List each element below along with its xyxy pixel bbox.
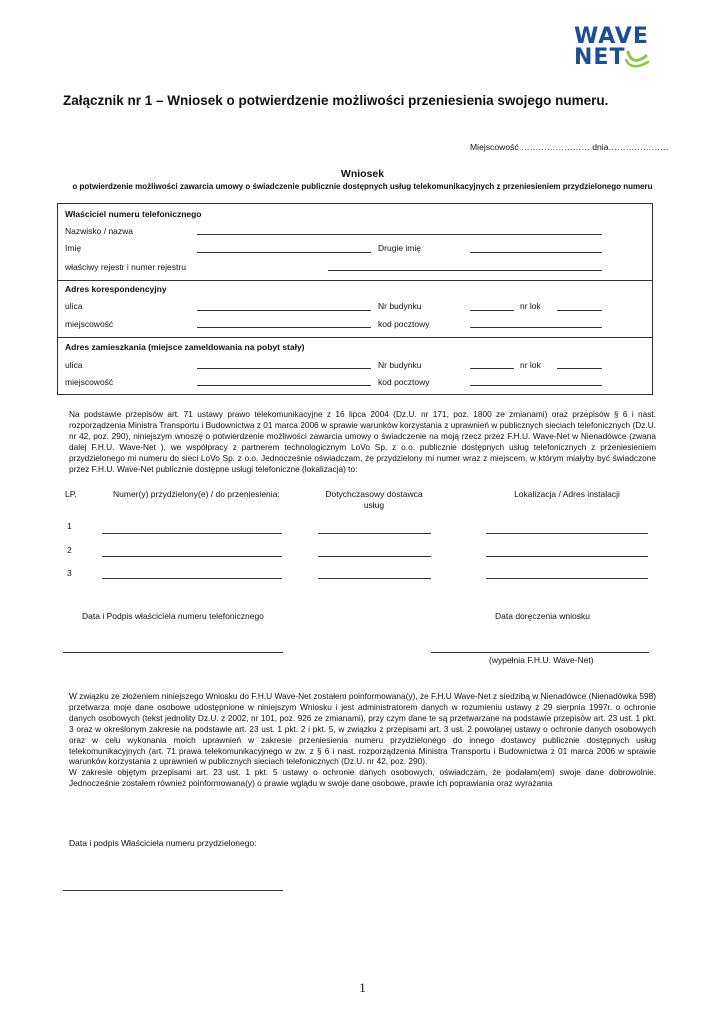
second-name-label: Drugie imię [378, 243, 421, 253]
filled-by-note: (wypełnia F.H.U. Wave-Net) [489, 655, 594, 665]
res-building-field[interactable] [470, 368, 514, 369]
place-date-field: Miejscowość …………………… dnia………………… [470, 142, 669, 152]
registry-label: właściwy rejestr i numer rejestru [65, 262, 186, 272]
number-field-1[interactable] [102, 533, 282, 534]
form-subtitle: o potwierdzenie możliwości zawarcia umowy o świadczenie publicznie dostępnych usług telekomunikacyjnych z przeniesieniem przydzielonego numeru [72, 182, 653, 191]
correspondence-heading: Adres korespondencyjny [65, 284, 167, 294]
provider-field-2[interactable] [318, 556, 431, 557]
owner-heading: Właściciel numeru telefonicznego [65, 209, 202, 219]
registry-field[interactable] [328, 270, 602, 271]
applicant-form-box [57, 203, 653, 395]
corr-building-field[interactable] [470, 310, 514, 311]
table-row-number: 3 [67, 568, 72, 578]
delivery-date-label: Data doręczenia wniosku [495, 611, 590, 621]
col-provider-header: Dotychczasowy dostawca usług [325, 489, 423, 510]
res-city-field[interactable] [197, 385, 371, 386]
corr-building-label: Nr budynku [378, 301, 422, 311]
corr-apartment-field[interactable] [557, 310, 602, 311]
residence-heading: Adres zamieszkania (miejsce zameldowania na pobyt stały) [65, 342, 305, 352]
provider-field-1[interactable] [318, 533, 431, 534]
owner-signature-label: Data i Podpis właściciela numeru telefonicznego [82, 611, 264, 621]
res-city-label: miejscowość [65, 377, 114, 387]
res-postal-label: kod pocztowy [378, 377, 430, 387]
wave-net-logo [572, 26, 652, 74]
corr-street-field[interactable] [197, 310, 371, 311]
logo-text-net: NET [574, 45, 626, 70]
col-number-header: Numer(y) przydzielony(e) / do przeniesienia: [113, 489, 280, 499]
section-divider [57, 280, 653, 281]
form-title: Wniosek [340, 168, 385, 180]
corr-apartment-label: nr lok [520, 301, 541, 311]
legal-paragraph: Na podstawie przepisów art. 71 ustawy prawo telekomunikacyjne z 16 lipca 2004 (Dz.U. nr 171, poz. 1800 ze zmianami) oraz przepisów § 6 i nast. rozporządzenia Ministra Transportu i Budownictwa z 01 marca 2006 w sprawie warunków korzystania z uprawnień w publicznych sieciach telefonicznych (Dz.U. nr 42, poz. 290), niniejszym wnoszę o potwierdzenie możliwości zawarcia umowy o świadczenie na moją rzecz przez F.H.U. Wave-Net w Nienadówce (zwana dalej F.H.U. Wave-Net ), we współpracy z partnerem technologicznym LoVo Sp. z o.o. publicznie dostępnych usług telefonicznych z przeniesieniem przydzielonego mi numeru do sieci LoVo Sp. z o.o. Jednocześnie oświadczam, że przydzielony mi numer wraz z miejscem, w którym miałyby być świadczone przez F.H.U. Wave-Net publicznie dostępne usługi telefoniczne (lokalizacja) to: [69, 409, 656, 474]
table-row-number: 2 [67, 545, 72, 555]
corr-city-field[interactable] [197, 327, 371, 328]
logo-swoosh-icon [624, 48, 650, 70]
col-location-header: Lokalizacja / Adres instalacji [514, 489, 620, 499]
res-postal-field[interactable] [470, 385, 602, 386]
provider-field-3[interactable] [318, 578, 431, 579]
first-name-label: Imię [65, 243, 82, 253]
res-street-label: ulica [65, 360, 83, 370]
location-field-2[interactable] [486, 556, 648, 557]
res-building-label: Nr budynku [378, 360, 422, 370]
second-name-field[interactable] [470, 252, 602, 253]
section-divider [57, 337, 653, 338]
voluntary-consent-text: W zakresie objętym przepisami art. 23 ust. 1 pkt. 5 ustawy o ochronie danych osobowych, oświadczam, że podałam(em) swoje dane dobrowolnie. Jednocześnie zostałem również poinformowana(y) o prawie wglądu w swoje dane osobowe, prawie ich poprawiania oraz wyrażania [69, 767, 656, 789]
location-field-3[interactable] [486, 578, 648, 579]
final-signature-label: Data i podpis Właściciela numeru przydzielonego: [69, 838, 257, 848]
res-apartment-field[interactable] [557, 368, 602, 369]
number-field-3[interactable] [102, 578, 282, 579]
corr-postal-label: kod pocztowy [378, 319, 430, 329]
first-name-field[interactable] [197, 252, 371, 253]
data-protection-text: W związku ze złożeniem niniejszego Wniosku do F.H.U Wave-Net zostałem poinformowana(y), że F.H.U Wave-Net z siedzibą w Nienadówce (Nienadówka 598) przetwarza moje dane osobowe udostępnione w niniejszym Wniosku i jest administratorem danych w rozumieniu ustawy z 29 sierpnia 1997r. o ochronie danych osobowych (tekst jednolity Dz.U. z 2002, nr 101, poz. 926 ze zmianami), przy czym dane te są przetwarzane na podstawie przepisów art. 23 ust. 1 pkt. 3 oraz w określonym zakresie na podstawie art. 23 ust. 1 pkt. 2 i pkt. 5, w związku z przepisami art. 3 ust. 2 powołanej ustawy o ochronie danych osobowych oraz w celu wykonania moich uprawnień w zakresie przeniesienia numeru przydzielonego do innego dostawcy publicznie dostępnych usług telekomunikacyjnych (art. 71 prawa telekomunikacyjnego w zw. z § 6 i nast. rozporządzenia Ministra Transportu i Budownictwa z 01 marca 2006 w sprawie warunków korzystania z uprawnień w publicznych sieciach telefonicznych (Dz.U. nr 42, poz. 290). [69, 691, 656, 767]
table-row-number: 1 [67, 521, 72, 531]
page-title: Załącznik nr 1 – Wniosek o potwierdzenie możliwości przeniesienia swojego numeru. [63, 93, 609, 108]
final-signature-field[interactable] [63, 890, 283, 891]
data-protection-paragraph [69, 691, 656, 789]
owner-signature-field[interactable] [63, 652, 283, 653]
name-field[interactable] [197, 234, 602, 235]
res-apartment-label: nr lok [520, 360, 541, 370]
number-field-2[interactable] [102, 556, 282, 557]
name-label: Nazwisko / nazwa [65, 226, 134, 236]
location-field-1[interactable] [486, 533, 648, 534]
res-street-field[interactable] [197, 368, 371, 369]
corr-postal-field[interactable] [470, 327, 602, 328]
corr-street-label: ulica [65, 301, 83, 311]
corr-city-label: miejscowość [65, 319, 114, 329]
delivery-date-field[interactable] [431, 652, 649, 653]
col-lp-header: LP. [65, 489, 77, 499]
logo-text-wave: WAVE [574, 24, 649, 49]
page-number: 1 [359, 980, 366, 995]
